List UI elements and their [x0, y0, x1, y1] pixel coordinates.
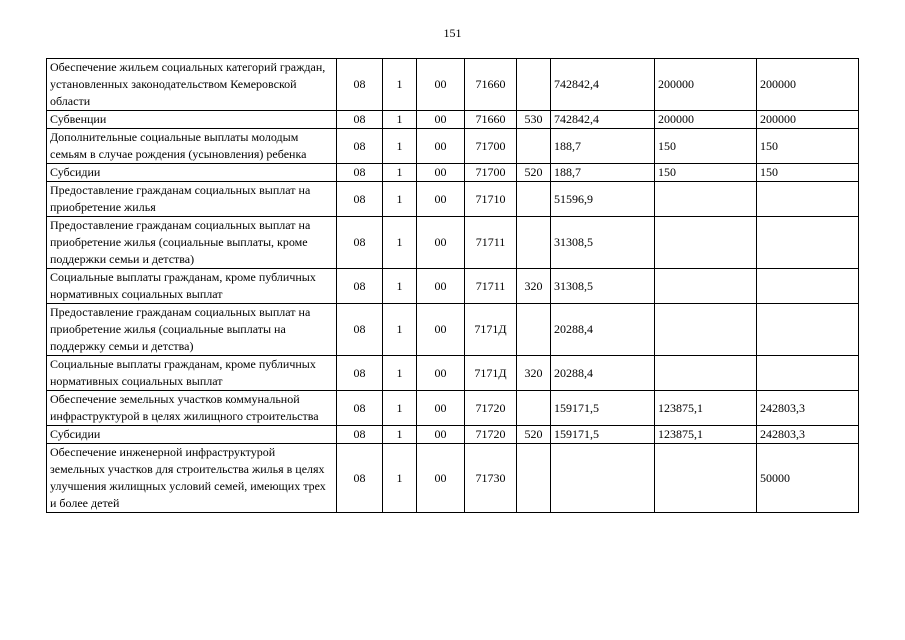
item-name: Субвенции: [47, 111, 337, 129]
program-code: 1: [383, 426, 417, 444]
direction-code: 71660: [465, 111, 517, 129]
direction-code: 71660: [465, 59, 517, 111]
amount-year-3: [757, 304, 859, 356]
item-name: Субсидии: [47, 426, 337, 444]
amount-year-3: 242803,3: [757, 426, 859, 444]
section-code: 08: [337, 356, 383, 391]
subprogram-code: 00: [417, 217, 465, 269]
table-row: [47, 269, 859, 304]
subprogram-code: 00: [417, 426, 465, 444]
expense-type-code: 530: [517, 111, 551, 129]
amount-year-2: [655, 182, 757, 217]
expense-type-code: [517, 217, 551, 269]
amount-year-1: 742842,4: [551, 59, 655, 111]
amount-year-2: [655, 356, 757, 391]
program-code: 1: [383, 356, 417, 391]
program-code: 1: [383, 111, 417, 129]
amount-year-1: [551, 444, 655, 513]
amount-year-1: 31308,5: [551, 217, 655, 269]
table-row: [47, 426, 859, 444]
program-code: 1: [383, 304, 417, 356]
expense-type-code: 520: [517, 426, 551, 444]
section-code: 08: [337, 391, 383, 426]
table-row: [47, 182, 859, 217]
subprogram-code: 00: [417, 164, 465, 182]
subprogram-code: 00: [417, 59, 465, 111]
expense-type-code: [517, 391, 551, 426]
section-code: 08: [337, 182, 383, 217]
program-code: 1: [383, 164, 417, 182]
table-row: [47, 111, 859, 129]
subprogram-code: 00: [417, 269, 465, 304]
amount-year-2: 123875,1: [655, 391, 757, 426]
amount-year-1: 159171,5: [551, 391, 655, 426]
item-name: Предоставление гражданам социальных выплат на приобретение жилья (социальные выплаты на поддержку семьи и детства): [47, 304, 337, 356]
item-name: Обеспечение земельных участков коммунальной инфраструктурой в целях жилищного строительства: [47, 391, 337, 426]
amount-year-2: 123875,1: [655, 426, 757, 444]
expense-type-code: [517, 444, 551, 513]
table-row: [47, 217, 859, 269]
direction-code: 71711: [465, 269, 517, 304]
table-row: [47, 356, 859, 391]
section-code: 08: [337, 304, 383, 356]
amount-year-3: 200000: [757, 59, 859, 111]
section-code: 08: [337, 269, 383, 304]
table-row: [47, 59, 859, 111]
subprogram-code: 00: [417, 391, 465, 426]
amount-year-1: 742842,4: [551, 111, 655, 129]
amount-year-2: [655, 217, 757, 269]
amount-year-1: 188,7: [551, 164, 655, 182]
amount-year-3: 150: [757, 164, 859, 182]
direction-code: 71711: [465, 217, 517, 269]
amount-year-2: 150: [655, 164, 757, 182]
amount-year-1: 20288,4: [551, 304, 655, 356]
section-code: 08: [337, 59, 383, 111]
subprogram-code: 00: [417, 304, 465, 356]
table-row: [47, 129, 859, 164]
amount-year-3: [757, 269, 859, 304]
item-name: Субсидии: [47, 164, 337, 182]
table-row: [47, 164, 859, 182]
amount-year-1: 188,7: [551, 129, 655, 164]
expense-type-code: 320: [517, 356, 551, 391]
amount-year-3: [757, 356, 859, 391]
direction-code: 71700: [465, 164, 517, 182]
item-name: Предоставление гражданам социальных выплат на приобретение жилья: [47, 182, 337, 217]
amount-year-2: [655, 304, 757, 356]
subprogram-code: 00: [417, 444, 465, 513]
expense-type-code: 520: [517, 164, 551, 182]
amount-year-3: [757, 182, 859, 217]
program-code: 1: [383, 217, 417, 269]
item-name: Социальные выплаты гражданам, кроме публичных нормативных социальных выплат: [47, 269, 337, 304]
direction-code: 71700: [465, 129, 517, 164]
section-code: 08: [337, 129, 383, 164]
amount-year-3: 50000: [757, 444, 859, 513]
item-name: Дополнительные социальные выплаты молодым семьям в случае рождения (усыновления) ребенка: [47, 129, 337, 164]
budget-table: [46, 58, 859, 513]
section-code: 08: [337, 444, 383, 513]
amount-year-2: 200000: [655, 59, 757, 111]
direction-code: 7171Д: [465, 304, 517, 356]
direction-code: 71730: [465, 444, 517, 513]
section-code: 08: [337, 217, 383, 269]
direction-code: 71720: [465, 426, 517, 444]
item-name: Социальные выплаты гражданам, кроме публичных нормативных социальных выплат: [47, 356, 337, 391]
subprogram-code: 00: [417, 356, 465, 391]
amount-year-3: 242803,3: [757, 391, 859, 426]
section-code: 08: [337, 111, 383, 129]
amount-year-1: 51596,9: [551, 182, 655, 217]
section-code: 08: [337, 426, 383, 444]
program-code: 1: [383, 444, 417, 513]
item-name: Обеспечение жильем социальных категорий граждан, установленных законодательством Кемеровской области: [47, 59, 337, 111]
expense-type-code: [517, 59, 551, 111]
subprogram-code: 00: [417, 129, 465, 164]
amount-year-3: [757, 217, 859, 269]
program-code: 1: [383, 269, 417, 304]
subprogram-code: 00: [417, 182, 465, 217]
item-name: Обеспечение инженерной инфраструктурой земельных участков для строительства жилья в целях улучшения жилищных условий семей, имеющих трех и более детей: [47, 444, 337, 513]
subprogram-code: 00: [417, 111, 465, 129]
direction-code: 7171Д: [465, 356, 517, 391]
amount-year-3: 200000: [757, 111, 859, 129]
amount-year-2: 150: [655, 129, 757, 164]
item-name: Предоставление гражданам социальных выплат на приобретение жилья (социальные выплаты, кроме поддержки семьи и детства): [47, 217, 337, 269]
direction-code: 71720: [465, 391, 517, 426]
program-code: 1: [383, 182, 417, 217]
amount-year-2: 200000: [655, 111, 757, 129]
amount-year-3: 150: [757, 129, 859, 164]
amount-year-1: 20288,4: [551, 356, 655, 391]
direction-code: 71710: [465, 182, 517, 217]
table-row: [47, 444, 859, 513]
amount-year-1: 31308,5: [551, 269, 655, 304]
table-row: [47, 391, 859, 426]
program-code: 1: [383, 129, 417, 164]
expense-type-code: [517, 182, 551, 217]
amount-year-2: [655, 269, 757, 304]
program-code: 1: [383, 59, 417, 111]
table-row: [47, 304, 859, 356]
amount-year-2: [655, 444, 757, 513]
page-number: 151: [443, 26, 462, 40]
expense-type-code: 320: [517, 269, 551, 304]
section-code: 08: [337, 164, 383, 182]
program-code: 1: [383, 391, 417, 426]
expense-type-code: [517, 129, 551, 164]
expense-type-code: [517, 304, 551, 356]
amount-year-1: 159171,5: [551, 426, 655, 444]
